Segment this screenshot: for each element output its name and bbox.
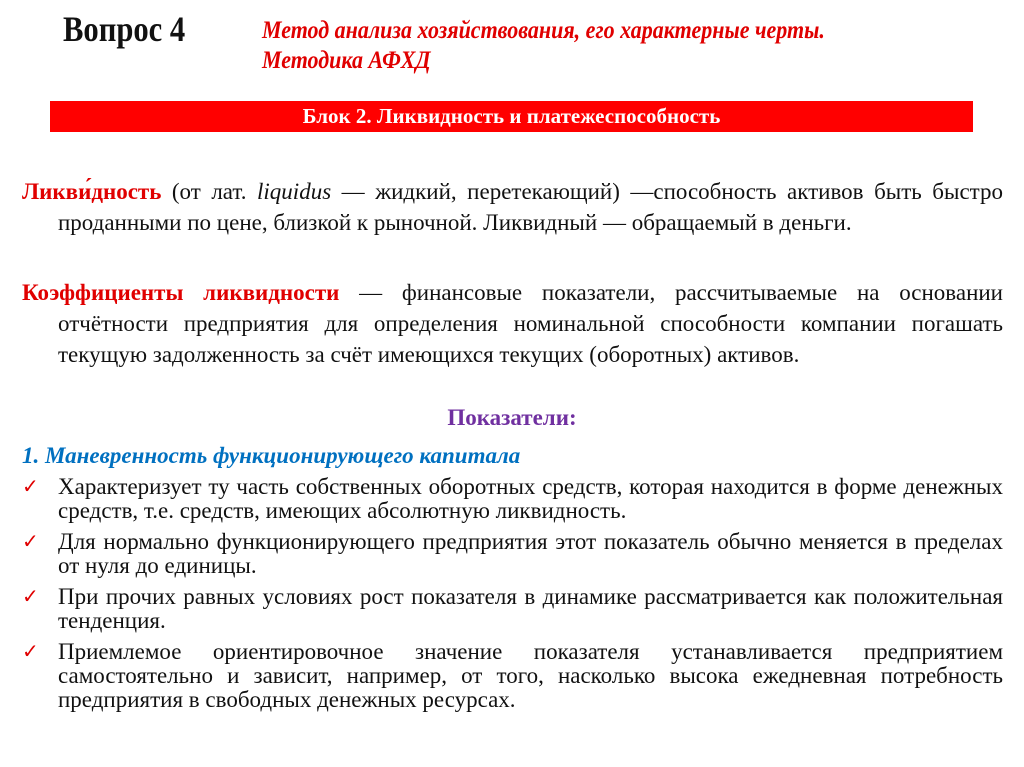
question-title: Вопрос 4	[63, 9, 186, 49]
liquidity-definition	[22, 176, 1003, 238]
checkmark-icon: ✓	[22, 476, 39, 498]
list-item	[22, 640, 1003, 712]
bullet-text: Для нормально функционирующего предприятия этот показатель обычно меняется в пределах от нуля до единицы.	[58, 529, 1003, 578]
ratios-definition	[22, 277, 1003, 370]
list-item	[22, 530, 1003, 578]
text-part: — финансовые показатели, рассчитываемые на основании отчётности предприятия для определения номинальной способности компании погашать текущую задолженность за счёт имеющихся текущих (оборотных) активов.	[58, 280, 1003, 367]
slide-subtitle	[262, 16, 1010, 76]
checkmark-icon: ✓	[22, 531, 39, 553]
list-item	[22, 475, 1003, 523]
bullet-text: При прочих равных условиях рост показателя в динамике рассматривается как положительная тенденция.	[58, 584, 1003, 633]
checkmark-icon: ✓	[22, 641, 39, 663]
subtitle-line-2: Методика АФХД	[262, 47, 431, 74]
text-part: (от лат.	[161, 179, 258, 204]
term-liquidity: Ликви́дность	[22, 179, 162, 204]
checkmark-icon: ✓	[22, 586, 39, 608]
list-item	[22, 585, 1003, 633]
bullet-text: Приемлемое ориентировочное значение показателя устанавливается предприятием самостоятельно и зависит, например, от того, насколько высока ежедневная потребность предприятия в свободных денежных ресурсах.	[58, 639, 1003, 712]
bullet-text: Характеризует ту часть собственных оборотных средств, которая находится в форме денежных средств, т.е. средств, имеющих абсолютную ликвидность.	[58, 474, 1003, 523]
latin-word: liquidus	[257, 179, 332, 204]
indicators-heading: Показатели:	[447, 405, 577, 430]
text-part: — жидкий, перетекающий) —способность активов быть быстро проданными по цене, близкой к рыночной. Ликвидный — обращаемый в деньги.	[58, 179, 1003, 235]
block-banner: Блок 2. Ликвидность и платежеспособность	[50, 101, 973, 132]
section-heading: 1. Маневренность функционирующего капитала	[22, 443, 521, 468]
bullet-list	[22, 475, 1003, 719]
term-ratios: Коэффициенты ликвидности	[22, 280, 340, 305]
subtitle-line-1: Метод анализа хозяйствования, его характерные черты.	[262, 17, 825, 44]
